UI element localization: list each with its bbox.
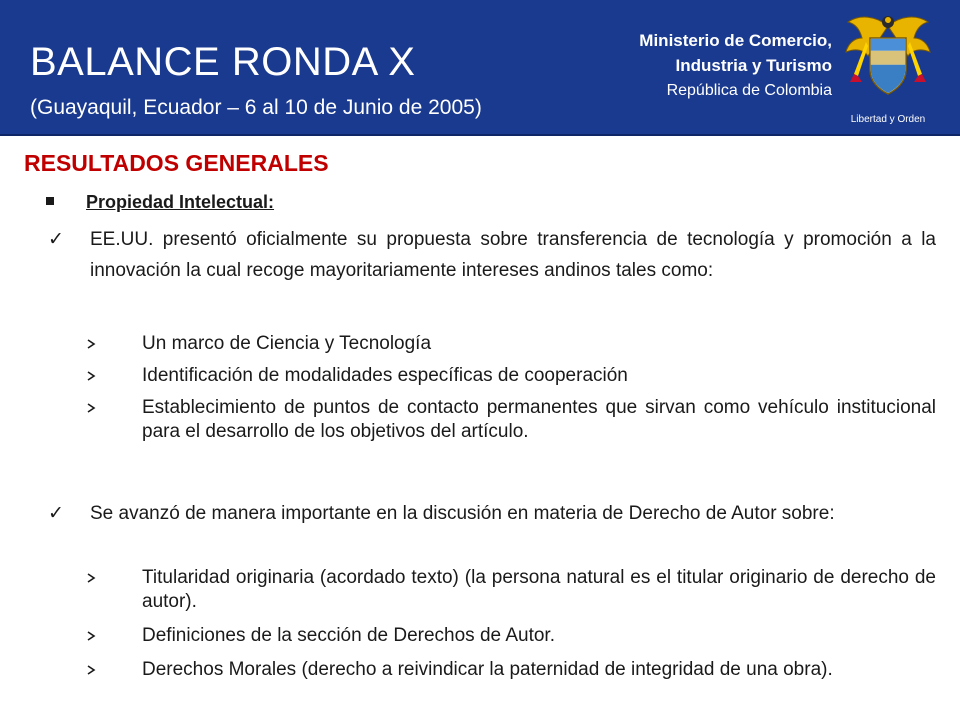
list-item	[86, 396, 936, 444]
list-item-text: Titularidad originaria (acordado texto) (la persona natural es el titular originario de derecho de autor).	[142, 567, 936, 612]
list-item-text: Establecimiento de puntos de contacto permanentes que sirvan como vehículo institucional para el desarrollo de los objetivos del artículo.	[142, 397, 936, 442]
arrow-bullet-icon	[86, 572, 98, 584]
list-item	[86, 658, 936, 682]
ministry-line3: República de Colombia	[666, 82, 832, 99]
arrow-bullet-icon	[86, 338, 98, 350]
list-item	[86, 566, 936, 614]
square-bullet-icon	[46, 197, 54, 205]
section-title: RESULTADOS GENERALES	[24, 150, 329, 176]
ministry-line1: Ministerio de Comercio,	[639, 31, 832, 50]
list-item	[86, 364, 936, 388]
crest-motto: Libertad y Orden	[850, 114, 926, 125]
arrow-bullet-icon	[86, 664, 98, 676]
check-icon: ✓	[48, 229, 64, 250]
header-banner	[0, 0, 960, 136]
list-item	[86, 624, 936, 648]
arrow-bullet-icon	[86, 402, 98, 414]
check-item-2	[48, 498, 936, 529]
slide-subtitle: (Guayaquil, Ecuador – 6 al 10 de Junio de 2005)	[30, 96, 482, 119]
ministry-line2: Industria y Turismo	[675, 56, 832, 75]
topic-heading	[46, 192, 274, 213]
coat-of-arms-icon	[838, 8, 938, 130]
list-item-text: Definiciones de la sección de Derechos de Autor.	[142, 625, 555, 646]
check-item-text: Se avanzó de manera importante en la discusión en materia de Derecho de Autor sobre:	[90, 503, 835, 524]
check-icon: ✓	[48, 503, 64, 524]
slide-title: BALANCE RONDA X	[30, 40, 416, 84]
list-item-text: Derechos Morales (derecho a reivindicar la paternidad de integridad de una obra).	[142, 659, 833, 680]
list-item-text: Un marco de Ciencia y Tecnología	[142, 333, 432, 354]
list-item	[86, 332, 936, 356]
list-item-text: Identificación de modalidades específicas de cooperación	[142, 365, 628, 386]
check-item-text: EE.UU. presentó oficialmente su propuesta sobre transferencia de tecnología y promoción a la innovación la cual recoge mayoritariamente intereses andinos tales como:	[90, 229, 936, 281]
check-item-1	[48, 224, 936, 286]
topic-text: Propiedad Intelectual:	[86, 192, 275, 212]
arrow-bullet-icon	[86, 370, 98, 382]
ministry-block	[639, 28, 832, 103]
arrow-bullet-icon	[86, 630, 98, 642]
